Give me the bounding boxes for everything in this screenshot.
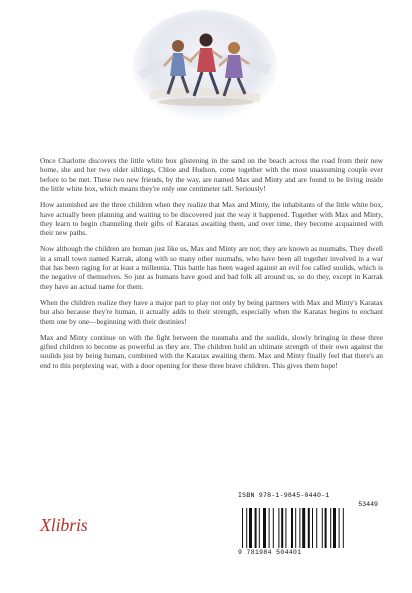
barcode-number: 9 781984 504401 xyxy=(238,549,302,556)
blurb-paragraph-5: Max and Minty continue on with the fight between the nuumahs and the suulids, slowly bringing in these three gifted children to become as powerful as they are. The children hold an ultimate strength of their own against the suulids just by being human, combined with the Karatax awaiting them. Max and Minty finally feel that there's an end to this perplexing war, with a door opening for these three brave children. This gives them hope! xyxy=(40,332,383,370)
back-cover-blurb xyxy=(40,156,383,377)
barcode-bar xyxy=(312,508,313,548)
barcode-bar xyxy=(278,508,279,548)
blurb-paragraph-4: When the children realize they have a major part to play not only by being partners with Max and Minty's Karatax but also because they're human, it actually adds to their strength, especially when the Karatax begins to enchant them one by one—beginning with their destinies! xyxy=(40,297,383,326)
barcode-bar xyxy=(302,508,305,548)
barcode-bar xyxy=(316,508,317,548)
blurb-paragraph-2: How astonished are the three children when they realize that Max and Minty, the inhabitants of the little white box, have actually been planning and waiting to be discovered just the way it happened. Together with Max and Minty, they learn to begin channeling their gifts of Karatax awaiting them, and over time, they become acquainted with their new paths. xyxy=(40,200,383,238)
barcode-bar xyxy=(242,508,243,548)
barcode-bar xyxy=(343,508,344,548)
price-code: 53449 xyxy=(358,501,378,508)
blurb-paragraph-1: Once Charlotte discovers the little white box glistening in the sand on the beach across the road from their new home, she and her two older siblings, Chloe and Hudson, come together with the most unassuming couple ever before to be met. These two new friends, by the way, are named Max and Minty and are found to be living inside the little white box, which means they're only one centimeter tall. Seriously! xyxy=(40,156,383,194)
publisher-logo: Xlibris xyxy=(40,515,88,535)
barcode-bar xyxy=(295,508,296,548)
barcode-bar xyxy=(246,508,247,548)
barcode-bar xyxy=(325,508,327,548)
barcode-bar xyxy=(291,508,293,548)
barcode-bar xyxy=(299,508,300,548)
barcode-bar xyxy=(330,508,331,548)
barcode-bar xyxy=(255,508,257,548)
children-running-illustration xyxy=(130,6,280,124)
barcode-bar xyxy=(263,508,266,548)
isbn-barcode xyxy=(238,492,380,558)
barcode-bar xyxy=(322,508,323,548)
barcode-bar xyxy=(249,508,252,548)
barcode-bar xyxy=(339,508,340,548)
barcode-bar xyxy=(281,508,283,548)
isbn-label: ISBN 978-1-9845-0440-1 xyxy=(238,492,330,499)
blurb-paragraph-3: Now although the children are human just like us, Max and Minty are not; they are known as nuumahs. They dwell in a small town named Karrak, along with so many other nuumahs, who have been all together involved in a war that has been raging for at least a millennia. This battle has been waged against an evil foe called suulids, which is the negative of themselves. So just as humans have good and bad folk all around us, so do they, except in Karrak they have an actual name for them. xyxy=(40,244,383,291)
barcode-bars xyxy=(242,508,376,548)
barcode-bar xyxy=(285,508,286,548)
barcode-bar xyxy=(273,508,274,548)
barcode-bar xyxy=(308,508,310,548)
barcode-bar xyxy=(269,508,270,548)
barcode-bar xyxy=(333,508,336,548)
barcode-bar xyxy=(259,508,260,548)
